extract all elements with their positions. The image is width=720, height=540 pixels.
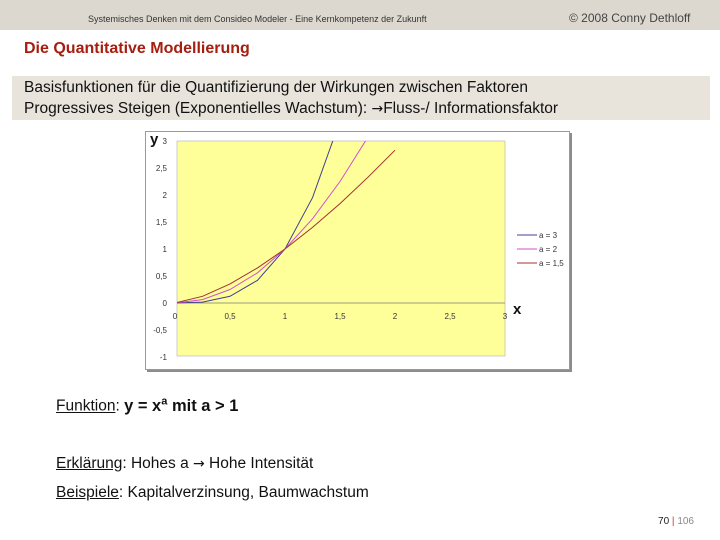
formula-part-b: mit a > 1	[167, 396, 239, 415]
x-tick-label: 1	[282, 312, 288, 321]
page-current: 70	[658, 516, 670, 527]
slide-title: Die Quantitative Modellierung	[24, 40, 250, 57]
x-tick-label: 0,5	[224, 312, 236, 321]
legend-label: a = 2	[539, 245, 558, 254]
beispiele-text: : Kapitalverzinsung, Baumwachstum	[118, 484, 369, 501]
x-tick-label: 0	[172, 312, 178, 321]
subtitle-line-1: Basisfunktionen für die Quantifizierung der Wirkungen zwischen Faktoren	[24, 79, 529, 96]
y-tick-label: -0,5	[153, 326, 167, 335]
subtitle-line-2	[24, 100, 558, 118]
formula-exponent: a	[161, 395, 168, 407]
y-tick-label: -1	[159, 353, 167, 362]
x-tick-label: 3	[502, 312, 508, 321]
x-tick-label: 2	[392, 312, 398, 321]
y-tick-label: 0	[162, 299, 167, 308]
y-tick-label: 1	[162, 245, 167, 254]
erklaerung-line	[56, 455, 313, 473]
chart	[145, 131, 570, 370]
header-title: Systemisches Denken mit dem Consideo Modeler - Eine Kernkompetenz der Zukunft	[88, 14, 427, 24]
y-tick-label: 0,5	[155, 272, 167, 281]
right-arrow-icon: →	[193, 456, 205, 472]
page-total: 106	[677, 516, 694, 527]
y-tick-label: 1,5	[155, 218, 167, 227]
plot-area	[177, 141, 505, 356]
funktion-label: Funktion	[56, 397, 116, 415]
x-tick-label: 1,5	[334, 312, 346, 321]
funktion-line	[56, 395, 238, 416]
funktion-formula	[124, 397, 238, 415]
y-tick-label: 3	[162, 137, 167, 146]
page-number	[658, 516, 694, 527]
erklaerung-text-b: Hohe Intensität	[204, 455, 314, 472]
legend-label: a = 3	[539, 231, 558, 240]
subtitle-line-2-text-a: Progressives Steigen (Exponentielles Wachstum):	[24, 100, 372, 117]
beispiele-label: Beispiele	[56, 484, 119, 501]
formula-part-a: y = x	[124, 396, 162, 415]
y-axis-label: y	[150, 131, 159, 148]
x-tick-label: 2,5	[444, 312, 456, 321]
beispiele-line	[56, 484, 369, 502]
erklaerung-label: Erklärung	[56, 455, 123, 472]
funktion-colon: :	[115, 397, 125, 415]
legend-label: a = 1,5	[539, 259, 564, 268]
y-tick-label: 2	[162, 191, 167, 200]
right-arrow-icon: →	[371, 101, 384, 117]
x-axis-label: x	[513, 301, 522, 318]
page-separator: |	[671, 516, 675, 527]
subtitle-line-2-text-b: Fluss-/ Informationsfaktor	[383, 100, 559, 117]
subtitle-box	[12, 76, 710, 120]
header-copyright: © 2008 Conny Dethloff	[569, 11, 691, 25]
y-tick-label: 2,5	[155, 164, 167, 173]
erklaerung-text-a: : Hohes a	[122, 455, 193, 472]
